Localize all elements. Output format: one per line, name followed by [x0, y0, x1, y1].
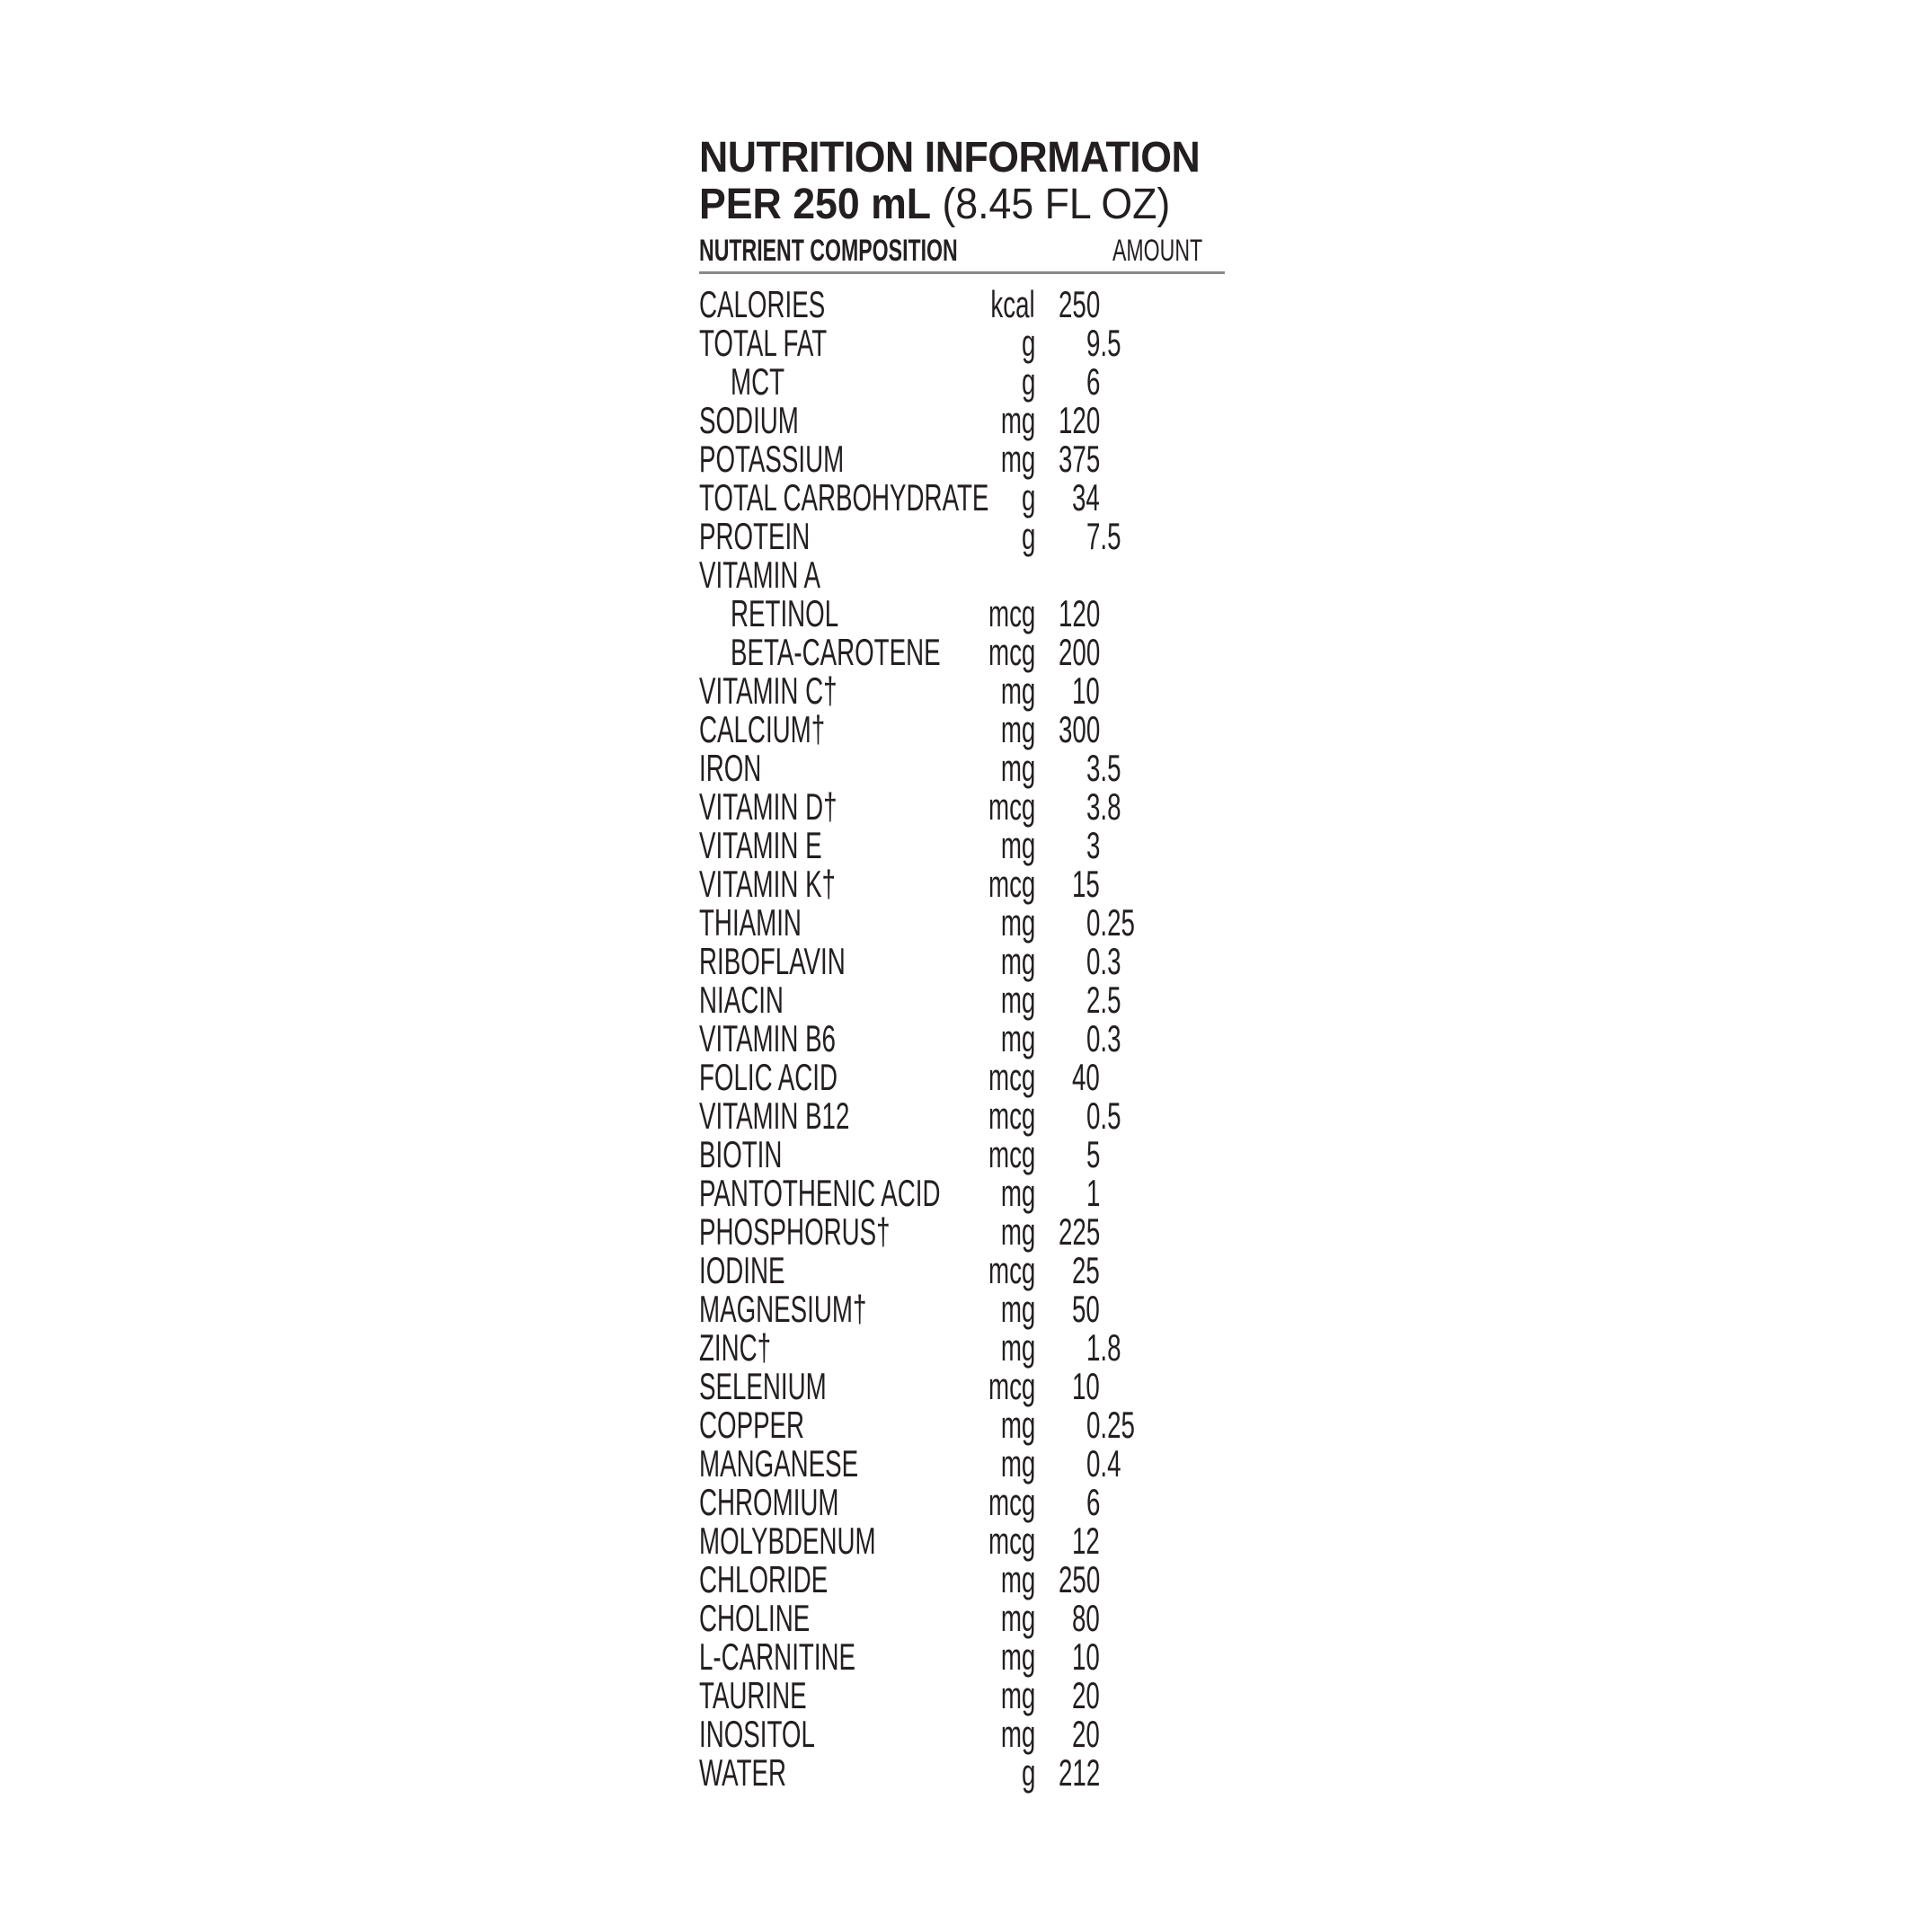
nutrient-unit: mg [1000, 979, 1035, 1021]
nutrient-unit: mg [1000, 399, 1035, 441]
nutrient-amount: 212 [1059, 1751, 1101, 1794]
nutrient-amount-cell [1059, 1753, 1220, 1792]
serving-size [699, 182, 1188, 228]
nutrient-amount-cell [1059, 1251, 1220, 1289]
nutrient-amount: 0.4 [1086, 1442, 1121, 1484]
nutrient-unit: kcal [990, 283, 1035, 325]
nutrient-name: IRON [699, 747, 762, 789]
nutrient-name: SELENIUM [699, 1365, 827, 1407]
nutrient-row [699, 555, 1225, 594]
nutrient-name: NIACIN [699, 979, 784, 1021]
nutrient-amount-cell [1059, 285, 1220, 323]
nutrient-amount: 0.25 [1086, 1404, 1135, 1446]
nutrient-amount-cell [1059, 1096, 1220, 1135]
nutrient-amount: 0.25 [1086, 901, 1135, 944]
nutrient-row [699, 1289, 1225, 1328]
nutrient-amount-cell [1059, 1058, 1220, 1096]
nutrient-unit: mcg [988, 1249, 1035, 1291]
nutrient-unit: g [1021, 360, 1035, 403]
nutrient-row [699, 633, 1225, 671]
nutrient-amount: 3.5 [1086, 747, 1121, 789]
nutrient-name: SODIUM [699, 399, 799, 441]
nutrient-amount: 34 [1072, 476, 1101, 518]
nutrient-name: MANGANESE [699, 1442, 859, 1484]
nutrient-unit: mcg [988, 1095, 1035, 1137]
nutrient-row [699, 1637, 1225, 1676]
nutrient-amount-cell [1059, 1328, 1220, 1367]
nutrient-amount: 1.8 [1086, 1326, 1121, 1369]
nutrient-name: IODINE [699, 1249, 785, 1291]
nutrient-row [699, 942, 1225, 980]
nutrient-name: VITAMIN K† [699, 863, 836, 905]
nutrient-amount-cell [1059, 633, 1220, 671]
nutrient-name: BIOTIN [699, 1133, 783, 1175]
nutrient-row [699, 285, 1225, 323]
nutrient-amount-cell [1059, 594, 1220, 633]
nutrient-amount-cell [1059, 1599, 1220, 1637]
nutrient-unit: mcg [988, 1056, 1035, 1098]
nutrient-amount: 10 [1072, 1635, 1101, 1678]
nutrient-row [699, 1599, 1225, 1637]
nutrient-amount-cell [1059, 323, 1220, 362]
nutrient-amount: 3 [1086, 824, 1101, 866]
nutrient-row [699, 1019, 1225, 1058]
nutrient-row [699, 1096, 1225, 1135]
nutrient-unit: mg [1000, 1635, 1035, 1678]
nutrient-unit: mg [1000, 1713, 1035, 1755]
serving-size-imperial: (8.45 FL OZ) [942, 181, 1171, 228]
nutrient-name: RIBOFLAVIN [699, 940, 846, 982]
nutrient-row [699, 439, 1225, 478]
nutrient-amount: 0.3 [1086, 1017, 1121, 1059]
nutrient-name: WATER [699, 1751, 787, 1794]
nutrient-amount-cell [1059, 1367, 1220, 1405]
nutrient-unit: mcg [988, 785, 1035, 828]
nutrient-amount-cell [1059, 517, 1220, 555]
nutrient-amount: 15 [1072, 863, 1101, 905]
nutrient-amount-cell [1059, 864, 1220, 903]
nutrient-name: TOTAL CARBOHYDRATE [699, 476, 989, 518]
nutrient-amount: 375 [1059, 438, 1101, 480]
nutrient-row [699, 1328, 1225, 1367]
nutrient-amount: 0.3 [1086, 940, 1121, 982]
nutrient-row [699, 1521, 1225, 1560]
nutrient-amount: 5 [1086, 1133, 1101, 1175]
nutrient-row [699, 1715, 1225, 1753]
nutrient-amount-cell [1059, 478, 1220, 517]
nutrient-row [699, 980, 1225, 1019]
nutrient-row [699, 1405, 1225, 1444]
nutrient-row [699, 1560, 1225, 1599]
nutrient-amount: 0.5 [1086, 1095, 1121, 1137]
nutrient-amount: 12 [1072, 1520, 1101, 1562]
nutrient-row [699, 517, 1225, 555]
nutrient-name: VITAMIN A [699, 554, 821, 596]
nutrient-amount-cell [1059, 671, 1220, 710]
nutrient-unit: mcg [988, 631, 1035, 673]
nutrient-amount-cell [1059, 1174, 1220, 1212]
nutrient-unit: mcg [988, 863, 1035, 905]
nutrient-unit: mg [1000, 708, 1035, 750]
nutrient-name: VITAMIN D† [699, 785, 837, 828]
serving-size-metric: PER 250 mL [699, 181, 932, 228]
nutrient-unit: g [1021, 476, 1035, 518]
nutrient-row [699, 1483, 1225, 1521]
nutrient-unit: mg [1000, 824, 1035, 866]
nutrient-amount-cell [1059, 1405, 1220, 1444]
nutrient-name: RETINOL [731, 592, 839, 634]
nutrient-amount: 1 [1086, 1172, 1101, 1214]
nutrient-amount-cell [1059, 401, 1220, 439]
nutrient-unit: mg [1000, 940, 1035, 982]
nutrient-amount-cell [1059, 1212, 1220, 1251]
nutrient-unit: mg [1000, 1442, 1035, 1484]
nutrient-name: VITAMIN C† [699, 669, 837, 712]
nutrient-name: POTASSIUM [699, 438, 845, 480]
nutrient-amount-cell [1059, 903, 1220, 942]
nutrient-amount: 250 [1059, 1558, 1101, 1600]
nutrient-unit: mg [1000, 1210, 1035, 1253]
nutrient-amount-cell [1059, 787, 1220, 826]
nutrient-amount: 10 [1072, 669, 1101, 712]
nutrient-amount: 225 [1059, 1210, 1101, 1253]
nutrient-amount: 2.5 [1086, 979, 1121, 1021]
nutrient-row [699, 864, 1225, 903]
nutrient-amount: 9.5 [1086, 322, 1121, 364]
nutrient-name: MCT [731, 360, 785, 403]
nutrient-row [699, 478, 1225, 517]
nutrient-name: PHOSPHORUS† [699, 1210, 891, 1253]
nutrient-unit: mg [1000, 1404, 1035, 1446]
nutrient-row [699, 362, 1225, 401]
nutrient-amount: 20 [1072, 1674, 1101, 1716]
nutrient-row [699, 323, 1225, 362]
nutrient-row [699, 749, 1225, 787]
nutrient-row [699, 710, 1225, 749]
nutrient-amount: 20 [1072, 1713, 1101, 1755]
nutrient-row [699, 401, 1225, 439]
nutrient-amount: 3.8 [1086, 785, 1121, 828]
nutrient-amount-cell [1059, 1019, 1220, 1058]
nutrient-name: VITAMIN B6 [699, 1017, 836, 1059]
nutrient-name: MAGNESIUM† [699, 1288, 867, 1330]
nutrient-name: INOSITOL [699, 1713, 815, 1755]
column-header-nutrient: NUTRIENT COMPOSITION [699, 234, 958, 268]
nutrient-amount-cell [1059, 980, 1220, 1019]
nutrient-unit: mcg [988, 1481, 1035, 1523]
nutrient-name: PROTEIN [699, 515, 811, 557]
nutrient-name: CALORIES [699, 283, 826, 325]
nutrient-name: TOTAL FAT [699, 322, 828, 364]
nutrient-name: CHOLINE [699, 1597, 811, 1639]
nutrient-amount-cell [1059, 1560, 1220, 1599]
nutrient-unit: mg [1000, 901, 1035, 944]
nutrient-amount-cell [1059, 1676, 1220, 1715]
nutrient-amount: 120 [1059, 592, 1101, 634]
nutrient-row [699, 903, 1225, 942]
nutrient-amount-cell [1059, 826, 1220, 864]
nutrient-amount: 40 [1072, 1056, 1101, 1098]
nutrient-amount-cell [1059, 362, 1220, 401]
nutrient-table [699, 285, 1225, 1792]
nutrient-row [699, 1251, 1225, 1289]
nutrient-amount: 200 [1059, 631, 1101, 673]
nutrient-unit: mg [1000, 1326, 1035, 1369]
nutrient-amount: 120 [1059, 399, 1101, 441]
column-header-amount: AMOUNT [1112, 234, 1203, 268]
nutrient-unit: mg [1000, 1288, 1035, 1330]
nutrient-unit: mg [1000, 747, 1035, 789]
nutrient-unit: mg [1000, 1674, 1035, 1716]
nutrient-amount: 80 [1072, 1597, 1101, 1639]
nutrient-amount-cell [1059, 1637, 1220, 1676]
nutrient-row [699, 671, 1225, 710]
nutrient-amount: 6 [1086, 1481, 1101, 1523]
nutrient-amount: 50 [1072, 1288, 1101, 1330]
nutrient-amount-cell [1059, 1521, 1220, 1560]
nutrient-amount: 300 [1059, 708, 1101, 750]
nutrient-row [699, 594, 1225, 633]
nutrient-unit: mcg [988, 1133, 1035, 1175]
nutrient-amount-cell [1059, 439, 1220, 478]
nutrient-row [699, 1676, 1225, 1715]
nutrient-row [699, 787, 1225, 826]
nutrient-unit: mg [1000, 1172, 1035, 1214]
column-header [699, 230, 1225, 274]
nutrition-panel [699, 135, 1225, 1792]
nutrient-amount: 10 [1072, 1365, 1101, 1407]
nutrient-row [699, 1444, 1225, 1483]
nutrient-unit: mg [1000, 438, 1035, 480]
nutrient-amount-cell [1059, 1135, 1220, 1174]
nutrient-name: TAURINE [699, 1674, 807, 1716]
nutrient-amount: 7.5 [1086, 515, 1121, 557]
nutrient-name: BETA-CAROTENE [731, 631, 941, 673]
nutrient-name: L-CARNITINE [699, 1635, 856, 1678]
panel-title: NUTRITION INFORMATION [699, 134, 1201, 182]
nutrient-unit: g [1021, 322, 1035, 364]
nutrient-name: PANTOTHENIC ACID [699, 1172, 941, 1214]
nutrient-amount-cell [1059, 1289, 1220, 1328]
nutrient-name: CHROMIUM [699, 1481, 839, 1523]
nutrient-unit: mcg [988, 1365, 1035, 1407]
nutrient-unit: mg [1000, 1558, 1035, 1600]
nutrient-name: THIAMIN [699, 901, 802, 944]
nutrient-amount-cell [1059, 1444, 1220, 1483]
nutrient-amount-cell [1059, 1715, 1220, 1753]
nutrient-row [699, 1753, 1225, 1792]
nutrient-name: VITAMIN E [699, 824, 822, 866]
nutrient-unit: mcg [988, 592, 1035, 634]
nutrient-name: VITAMIN B12 [699, 1095, 850, 1137]
nutrient-amount-cell [1059, 942, 1220, 980]
nutrient-row [699, 1058, 1225, 1096]
nutrient-unit: mcg [988, 1520, 1035, 1562]
nutrient-amount-cell [1059, 555, 1220, 594]
nutrient-amount: 25 [1072, 1249, 1101, 1291]
nutrient-amount-cell [1059, 710, 1220, 749]
nutrient-row [699, 1135, 1225, 1174]
nutrient-name: COPPER [699, 1404, 805, 1446]
nutrient-amount: 250 [1059, 283, 1101, 325]
nutrient-name: ZINC† [699, 1326, 772, 1369]
nutrient-amount-cell [1059, 1483, 1220, 1521]
nutrient-unit: mg [1000, 669, 1035, 712]
nutrient-name: FOLIC ACID [699, 1056, 838, 1098]
nutrient-unit: mg [1000, 1597, 1035, 1639]
nutrient-name: CALCIUM† [699, 708, 826, 750]
nutrient-row [699, 1367, 1225, 1405]
nutrient-amount-cell [1059, 749, 1220, 787]
nutrient-name: CHLORIDE [699, 1558, 829, 1600]
nutrient-row [699, 1212, 1225, 1251]
nutrient-unit: g [1021, 515, 1035, 557]
nutrient-unit: g [1021, 1751, 1035, 1794]
nutrient-name: MOLYBDENUM [699, 1520, 876, 1562]
nutrient-row [699, 1174, 1225, 1212]
nutrient-amount: 6 [1086, 360, 1101, 403]
nutrient-row [699, 826, 1225, 864]
nutrient-unit: mg [1000, 1017, 1035, 1059]
